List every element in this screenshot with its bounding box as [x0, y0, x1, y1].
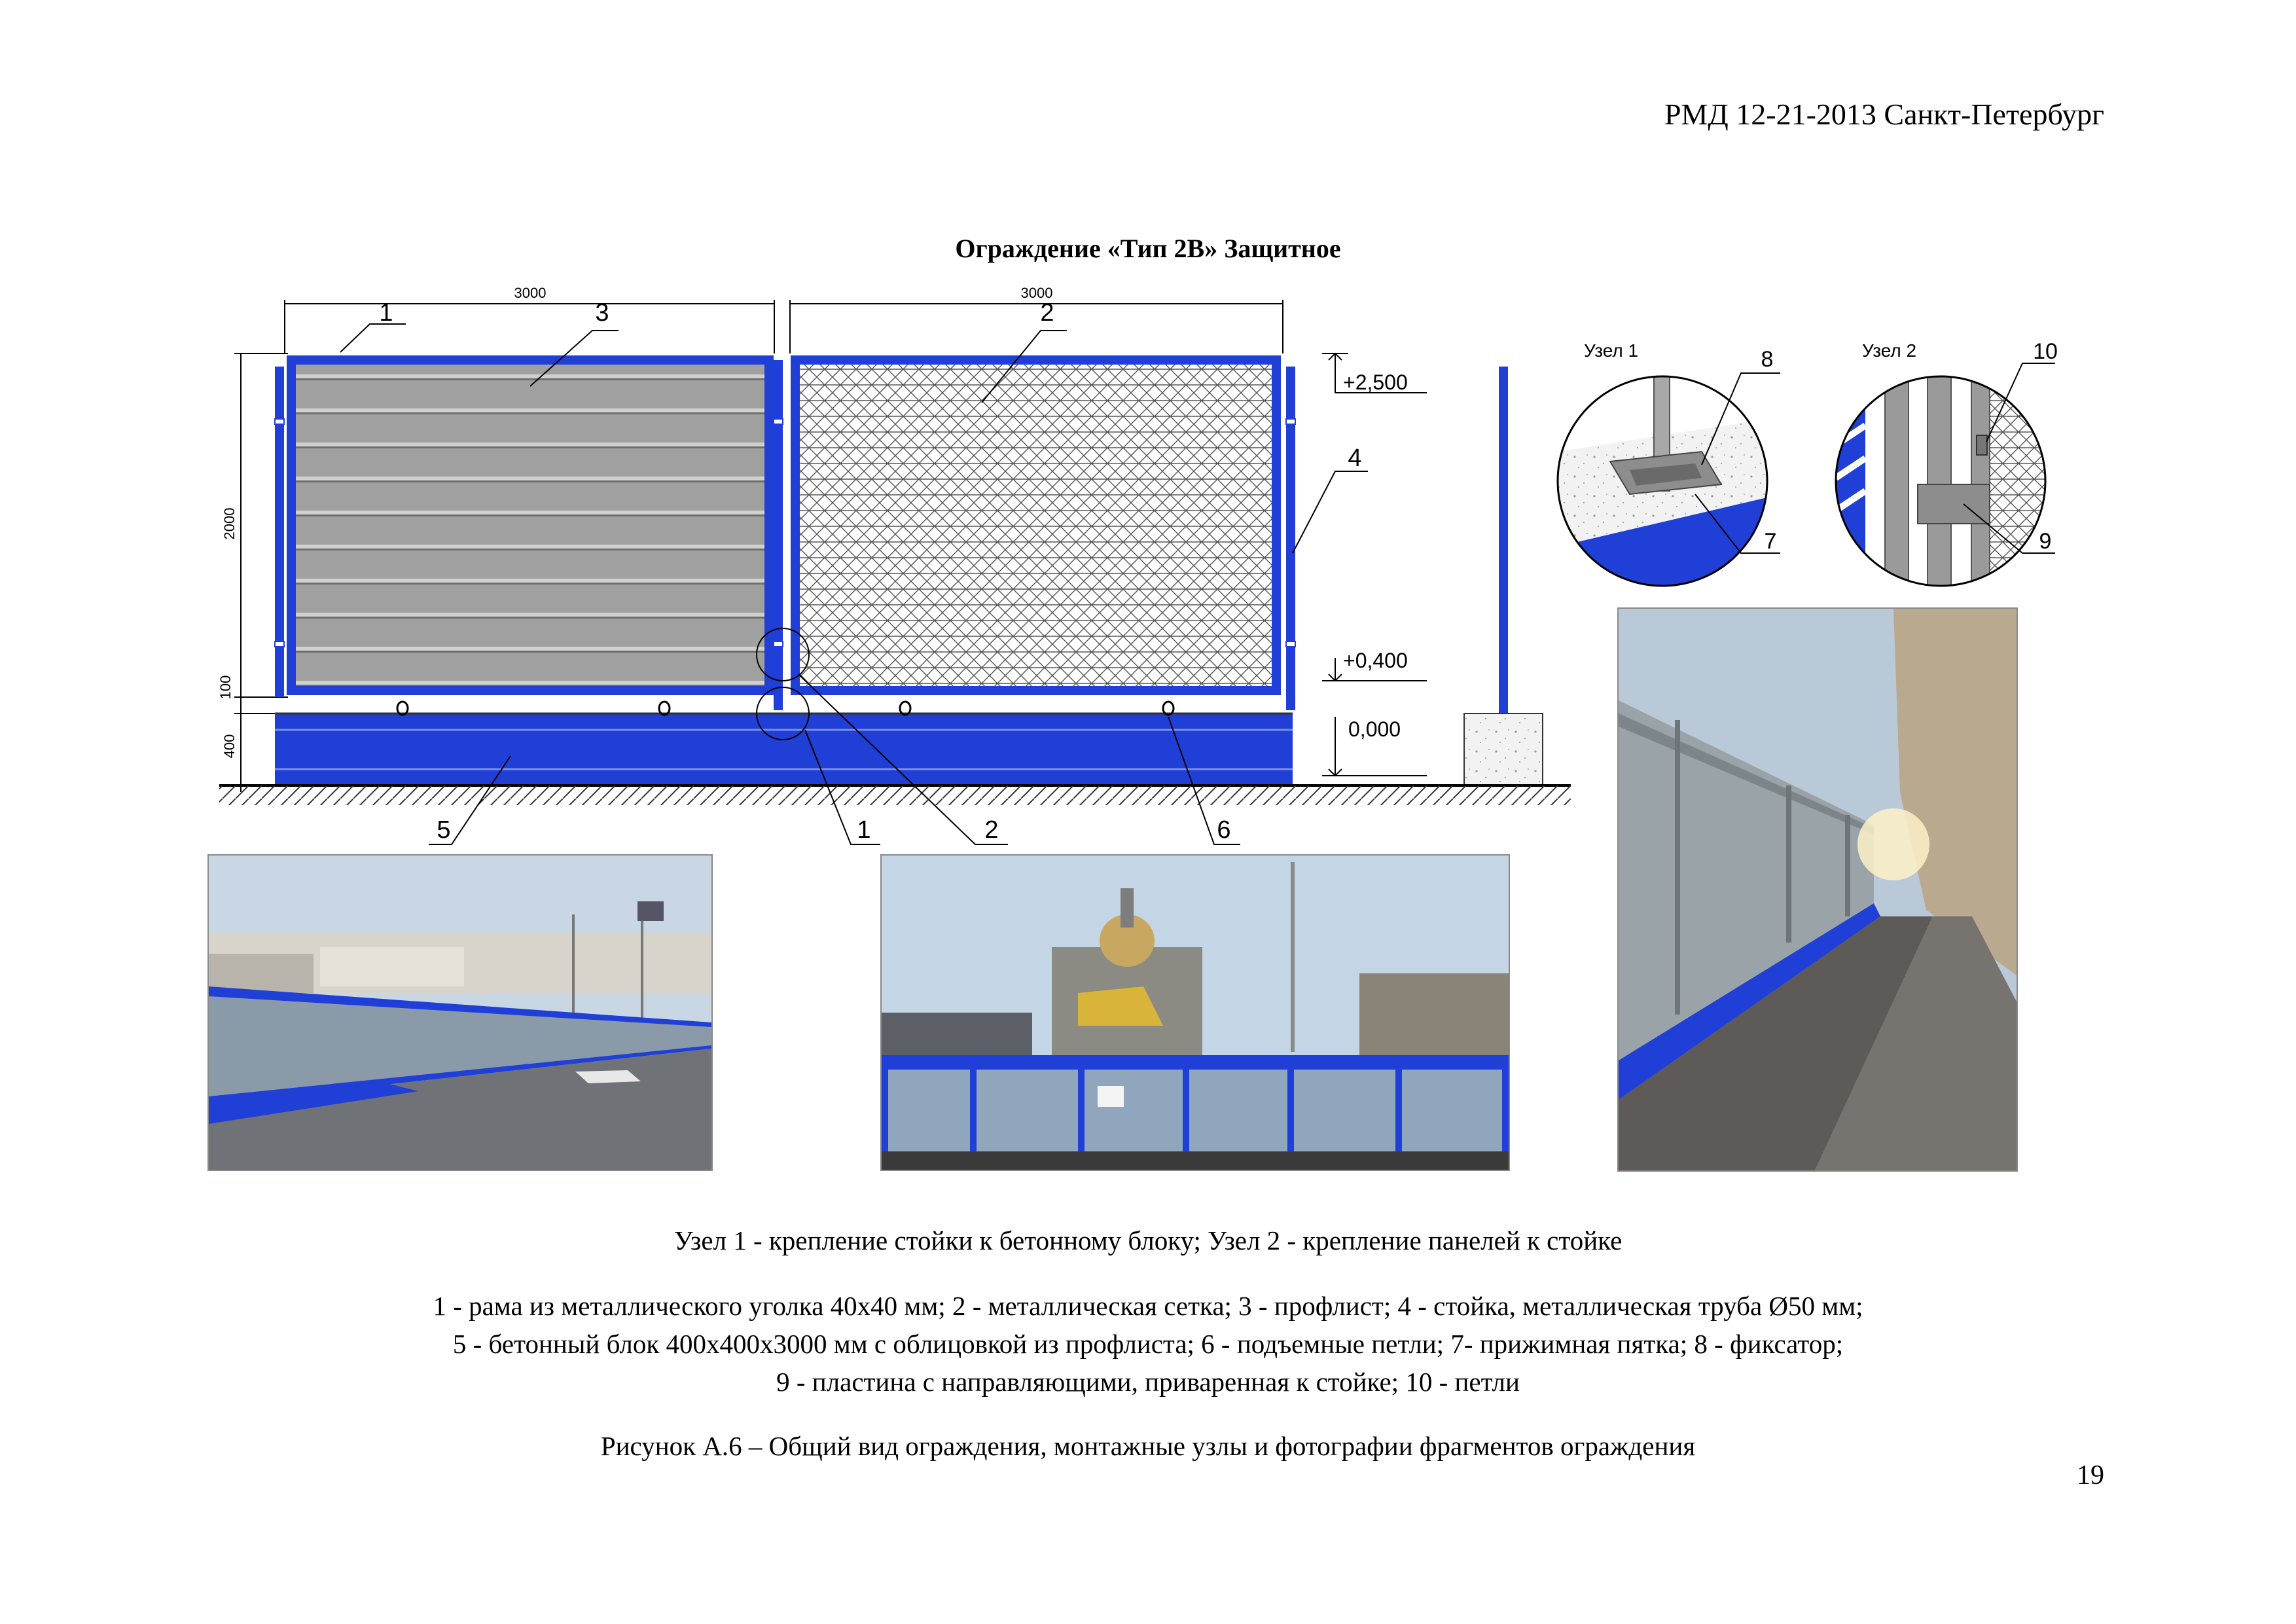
- side-concrete-pedestal: [1464, 713, 1543, 785]
- legend-line-2: 5 - бетонный блок 400х400х3000 мм с облицовкой из профлиста; 6 - подъемные петли; 7- прижимная пятка; 8 - фиксатор;: [452, 1329, 1844, 1359]
- legend-line-1: 1 - рама из металлического уголка 40х40 мм; 2 - металлическая сетка; 3 - профлист; 4 - стойка, металлическая труба Ø50 мм;: [433, 1291, 1863, 1321]
- level-markers: [1322, 353, 1427, 776]
- page-number: 19: [2077, 1460, 2104, 1490]
- callout-9: 9: [2039, 529, 2052, 554]
- dim-block-height: 400: [221, 734, 238, 759]
- callout-8: 8: [1761, 347, 1774, 372]
- dim-gap-height: 100: [217, 675, 234, 700]
- figure-caption: Рисунок А.6 – Общий вид ограждения, монтажные узлы и фотографии фрагментов ограждения: [600, 1431, 1696, 1461]
- node2-detail: [1836, 376, 2045, 586]
- concrete-block: [275, 713, 1293, 785]
- callout-2-bottom: 2: [984, 816, 999, 844]
- profile-sheet-panel: [291, 360, 769, 691]
- level-top: +2,500: [1343, 370, 1408, 394]
- legend-line-3: 9 - пластина с направляющими, приваренная к стойке; 10 - петли: [776, 1367, 1520, 1397]
- figure-title: Ограждение «Тип 2В» Защитное: [955, 234, 1341, 263]
- callout-5: 5: [437, 816, 451, 844]
- callout-1-bottom: 1: [857, 816, 871, 844]
- dim-span-right: 3000: [1020, 285, 1053, 301]
- node2-label: Узел 2: [1862, 340, 1917, 361]
- callout-1-top: 1: [379, 299, 393, 327]
- level-ground: 0,000: [1348, 717, 1401, 741]
- photo-mesh-fence-sidewalk: [1617, 607, 2018, 1172]
- dim-span-left: 3000: [514, 285, 547, 301]
- dim-panel-height: 2000: [221, 507, 238, 540]
- photo-fence-cathedral: [880, 854, 1510, 1171]
- node1-detail: [1558, 376, 1767, 586]
- node1-label: Узел 1: [1584, 340, 1639, 361]
- callout-10: 10: [2033, 339, 2058, 364]
- level-mid: +0,400: [1343, 649, 1408, 672]
- callout-7: 7: [1764, 529, 1777, 554]
- mesh-panel: [795, 360, 1276, 691]
- callout-2-top: 2: [1040, 299, 1054, 327]
- nodes-caption: Узел 1 - крепление стойки к бетонному блоку; Узел 2 - крепление панелей к стойке: [673, 1225, 1623, 1255]
- callout-6: 6: [1217, 816, 1231, 844]
- photo-fence-street: [207, 854, 713, 1171]
- document-code: РМД 12-21-2013 Санкт-Петербург: [1664, 98, 2104, 131]
- callout-3: 3: [595, 299, 609, 327]
- callout-4: 4: [1348, 444, 1362, 472]
